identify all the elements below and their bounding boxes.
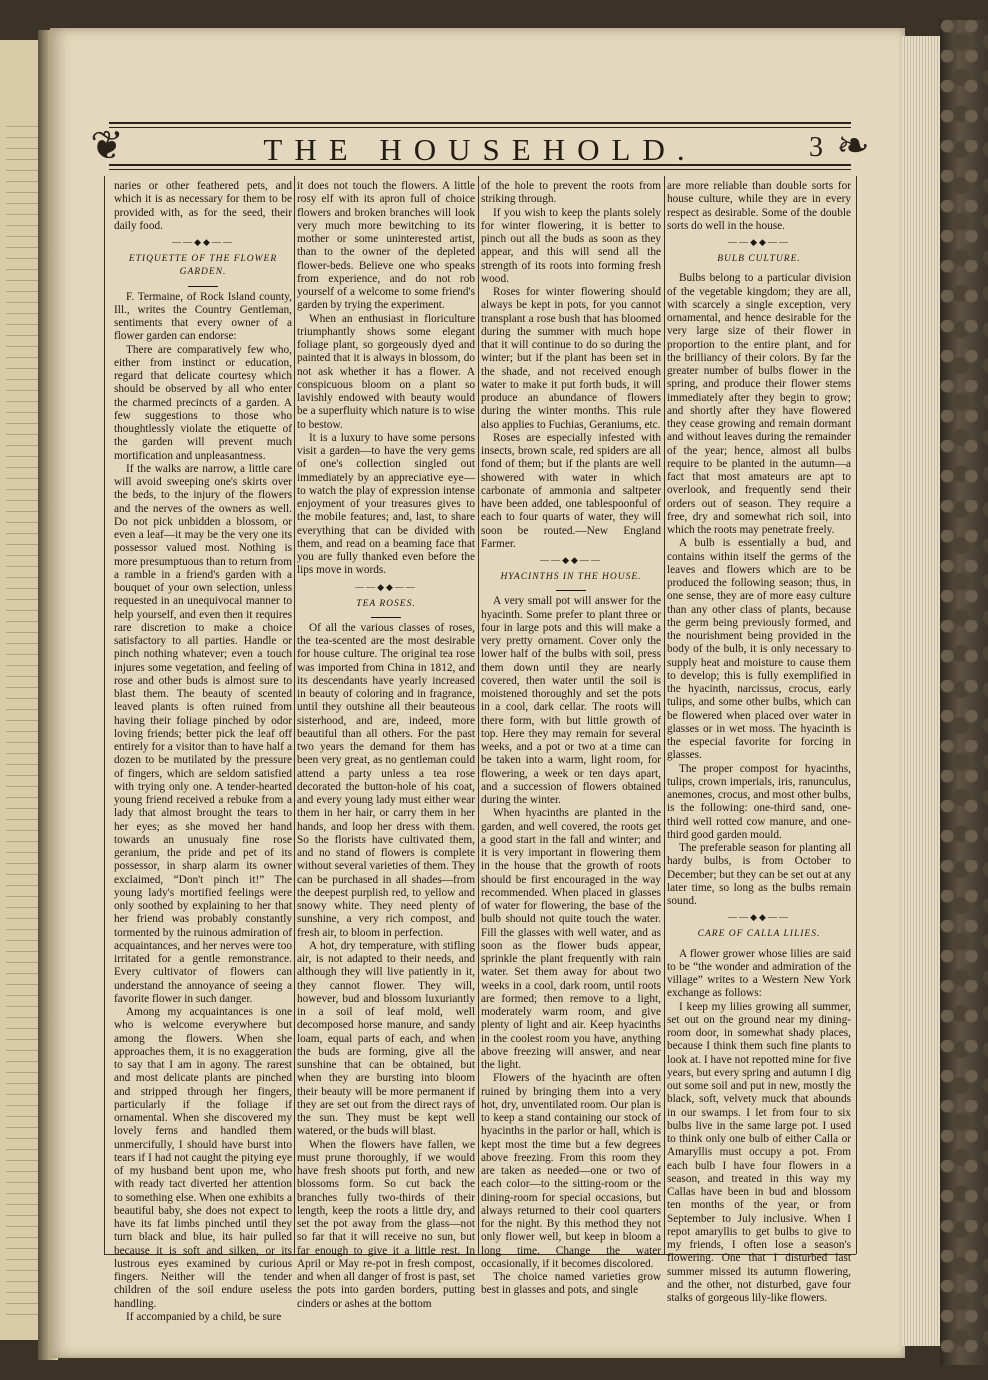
paragraph: If accompanied by a child, be sure [126,1310,282,1323]
marbled-binding [940,20,988,1365]
paragraph: I keep my lilies growing all summer, set out on the ground near my dining-room door, in somewhat shady places, because I think them such fine plants to look at. I have not repotted mine for five years, but every spring and autumn I dig out some soil and put in new, mostly the black, soft, velvety muck that abounds in our swamps. I let from four to six bulbs live in the same large pot. I used to think only one bulb of either Calla or Amaryllis must occupy a pot. From each bulb I have four flowers in a season, and treated in this way my Callas have been in bud and blossom ten months of the year, or from September to July inclusive. When I repot amaryllis to get bulbs to give to my friends, I often lose a season's flowering. One that I disturbed last summer missed its autumn flowering, and the other, not disturbed, gave four stalks of gorgeous lily-like flowers. [667,1000,851,1304]
article-heading: ETIQUETTE OF THE FLOWER GARDEN. [128,254,278,278]
column-1 [114,180,292,1323]
paragraph: The choice named varieties grow best in glasses and pots, and single [481,1271,661,1297]
left-scroll-ornament-icon: ❦ [90,123,124,168]
section-divider: ——◆◆—— [728,237,790,247]
heading-rule [371,617,401,618]
paragraph: Roses for winter flowering should always be kept in pots, for you cannot transplant a rose bush that has bloomed during the summer with much hope that it will continue to do so during the winter; but if the plant has been set in the shade, and not received enough water to make it put forth buds, it will produce an abundance of flowers during the winter months. This rule also applies to Fuchias, Geraniums, etc. [481,286,661,431]
paragraph: of the hole to prevent the roots from striking through. [481,180,661,206]
section-divider: ——◆◆—— [540,555,602,565]
paragraph: If you wish to keep the plants solely for winter flowering, it is better to pinch out all the buds as soon as they appear, and this will send all the strength of its roots into forming fresh wood. [481,206,661,285]
article-heading: HYACINTHS IN THE HOUSE. [500,572,642,582]
paragraph: When hyacinths are planted in the garden, and well covered, the roots get a good start in the fall and winter; and it is very important in flowering them in the house that the growth of roots should be first encouraged in the way recommended. When placed in glasses of water for flowering, the base of the bulb should not quite touch the water. Fill the glasses with well water, and as soon as the flower buds appear, sprinkle the plant frequently with rain water. Set them away for about two weeks in a cool, dark room, until roots are formed; then remove to a light, moderately warm room, and give plenty of light and air. Keep hyacinths in the coolest room you have, anything above freezing will answer, and near the light. [481,807,661,1071]
section-divider: ——◆◆—— [355,581,417,592]
paragraph: The proper compost for hyacinths, tulips, crown imperials, iris, ranunculus, anemones, crocus, and most other bulbs, is the following: one-third sand, one-third well rotted cow manure, and one-third good garden mould. [667,762,851,841]
paragraph: are more reliable than double sorts for house culture, while they are in every respect as desirable. Some of the double sorts do well in the house. [667,180,851,232]
paragraph: A very small pot will answer for the hyacinth. Some prefer to plant three or four in large pots and this will make a very pretty ornament. Cover only the lower half of the bulbs with soil, press them down until they are nearly covered, then water until the soil is moistened thoroughly and set the pots in a cool, dark cellar. The roots will there form, with but little growth of top. Here they may remain for several weeks, and a pot or two at a time can be taken into a warm, light room, for flowering, a week or ten days apart, and a succession of flowers obtained during the winter. [481,595,661,806]
column-4 [667,180,851,1304]
column-rule-2 [478,176,479,1254]
page-edges [902,36,942,1346]
paragraph: When the flowers have fallen, we must prune thoroughly, if we would have fresh shoots put forth, and new blossoms form. So cut back the branches fully two-thirds of their length, keep the roots a little dry, and set the pot away from the glass—not so far that it will receive no sun, but far enough to give it a little rest. In April or May re-pot in fresh compost, and when all danger of frost is past, set the pots into garden borders, putting cinders or ashes at the bottom [297,1138,475,1310]
paragraph: It is a luxury to have some persons visit a garden—to have the very gems of one's collection singled out immediately by an appreciative eye—to watch the play of expression intense enjoyment of your treasures gives to the mobile features; and, last, to share everything that can be divided with them, and read on a beaming face that you are fully thanked even before the lips move in words. [297,431,475,577]
paragraph: There are comparatively few who, either from instinct or education, regard that delicate courtesy which should be observed by all who enter the charmed precincts of a garden. A few suggestions to those who thoughtlessly violate the etiquette of the garden will prevent much mortification and unpleasantness. [114,343,292,462]
paragraph: The preferable season for planting all hardy bulbs, is from October to December; but they can be set out at any later time, so long as the bulbs remain sound. [667,842,851,907]
column-3 [481,180,661,1297]
paragraph: If the walks are narrow, a little care will avoid sweeping one's skirts over the beds, to the injury of the flowers and the nerves of the owners as well. Do not pick unbidden a blossom, or even a leaf—it may be the very one its possessor valued most. Nothing is more presumptuous than to return from a ramble in a friend's garden with a bouquet of your own selection, unless requested in an unequivocal manner to help yourself, and even then it requires rare discretion to make a choice satisfactory to all parties. Handle or pinch nothing whatever; even a touch injures some vegetation, and feeling of rose and other buds is almost sure to blast them. The beauty of scented leaved plants is often ruined from having their foliage pinched by odor loving friends; better pick the leaf off entirely for a visitor than to have half a dozen to be mutilated by the pressure of fingers, which are seldom satisfied with trying only one. A tender-hearted young friend received a rebuke from a lady that almost brought the tears to her eyes; as she moved her hand towards an unusualy fine rose geranium, the pride and pet of its possessor, in sharp alarm its owner exclaimed, “Don't pinch it!” The young lady's mortified feelings were only soothed by explaining to her that her friend was probably constantly tormented by the ruinous admiration of acquaintances, and her nerves were too irritated for a gentle remonstrance. Every cultivator of flowers can understand the annoyance of seeing a favorite flower in such danger. [114,462,292,1005]
column-rule-3 [664,176,665,1254]
paragraph: Among my acquaintances is one who is welcome everywhere but among the flowers. When she approaches them, it is no exaggeration to say that I am in agony. The rarest and most delicate plants are pinched and stripped through her fingers, particularly if the foliage if ornamental. When she discovered my lovely ferns and handled them unmercifully, I should have burst into tears if I had not caught the pitying eye of my husband bent upon me, who with ready tact diverted her attention to something else. When one exhibits a beautiful baby, she does not expect to have its fat limbs pinched until they turn black and blue, its hair pulled because it is soft and silken, or its lustrous eyes examined by curious fingers. Neither will the tender children of the soil endure useless handling. [114,1006,292,1310]
paragraph: Of all the various classes of roses, the tea-scented are the most desirable for house culture. The original tea rose was imported from China in 1812, and its descendants have yearly increased in beauty of coloring and in fragrance, until they outshine all their beauteous sisterhood, and are, indeed, more beautiful than all others. For the past two years the demand for them has been very great, as no gentleman could attend a party unless a tea rose decorated the button-hole of his coat, and every young lady must either wear them in her hair, or carry them in her hands, and loop her dress with them. So the florists have cultivated them, and no stand of flowers is complete without several varieties of them. They can be purchased in all shades—from the deepest purplish red, to yellow and snowy white. They need plenty of sunshine, a very rich compost, and fresh air, to bloom in perfection. [297,621,475,939]
article-heading: BULB CULTURE. [717,254,801,264]
paragraph: When an enthusiast in floriculture triumphantly shows some elegant foliage plant, so gorgeously dyed and painted that it is always in blossom, do not ask whether it has a flower. A conspicuous bloom on a plant so lavishly endowed with beauty would be a superfluity which nature is to wise to bestow. [297,312,475,431]
section-divider: ——◆◆—— [172,237,234,247]
article-heading: TEA ROSES. [356,598,416,609]
paragraph: A bulb is essentially a bud, and contains within itself the germs of the leaves and flowers which are to be produced the following season; thus, in one sense, they are of more easy culture than any other class of plants, because the germ being previously formed, and the nourishment being provided in the body of the bulb, it is only necessary to supply heat and moisture to cause them to develop; this is fully exemplified in the hyacinth, narcissus, crocus, early tulips, and some other bulbs, which can be flowered when placed over water in glasses or in wet moss. The hyacinth is the especial favorite for forcing in glasses. [667,537,851,762]
masthead [85,120,875,172]
column-2 [297,180,475,1310]
article-heading: CARE OF CALLA LILIES. [697,929,821,940]
masthead-top-rule [109,122,851,128]
paragraph: Bulbs belong to a particular division of the vegetable kingdom; they are all, with scarcely a single exception, very ornamental, and hence desirable for the very large size of their flower in proportion to the entire plant, and for the brilliancy of their colors. By far the greater number of bulbs flower in the spring, and produce their flower stems immediately after they begin to grow; and shortly after they have flowered they cease growing and remain dormant and without leaves during the remainder of the year; hence, almost all bulbs require to be planted in the autumn—a fact that most amateurs are apt to overlook, and frequently send their orders out of season. They require a free, dry and somewhat rich soil, into which the roots may penetrate freely. [667,272,851,536]
section-divider: ——◆◆—— [728,912,790,923]
publication-title: THE HOUSEHOLD. [263,132,697,167]
paragraph: Flowers of the hyacinth are often ruined by bringing them into a very hot, dry, unventilated room. Our plan is to keep a stand containing our stock of hyacinths in the parlor or hall, which is kept most the time but a few degrees above freezing. From this room they are taken as needed—one or two of each color—to the sitting-room or the dining-room for special occasions, but always returned to their cool quarters for the night. By this method they not only flower well, but keep in bloom a long time. Change the water occasionally, if it becomes discolored. [481,1072,661,1270]
page-number: 3 [809,132,823,163]
paragraph: naries or other feathered pets, and which it is as necessary for them to be provided with, as for the seed, their daily food. [114,180,292,232]
column-rule-left [104,176,105,1254]
heading-rule [556,590,586,591]
paragraph: Roses are especially infested with insects, brown scale, red spiders are all fond of them; but if the plants are well showered with water in which carbonate of ammonia and saltpeter have been added, one tablespoonful of each to four quarts of water, they will soon be routed.—New England Farmer. [481,431,661,550]
column-rule-1 [294,176,295,1254]
paragraph: A hot, dry temperature, with stifling air, is not adapted to their needs, and although they will live patiently in it, they cannot flower. They will, however, bud and blossom luxuriantly in a soil of leaf mold, well decomposed horse manure, and sandy loam, equal parts of each, and when the buds are forming, give all the sunshine that can be obtained, but when they are bursting into bloom their beauty will be more permanent if they are set out from the direct rays of the sun. They must be kept well watered, or the buds will blast. [297,939,475,1138]
right-scroll-ornament-icon: ❧ [836,123,870,168]
heading-rule [188,286,218,287]
column-rule-right [856,176,857,1254]
paragraph: F. Termaine, of Rock Island county, Ill., writes the Country Gentleman, sentiments that every owner of a flower garden can endorse: [114,290,292,343]
paragraph: A flower grower whose lilies are said to be “the wonder and admiration of the village” writes to a Western New York exchange as follows: [667,947,851,1000]
paragraph: it does not touch the flowers. A little rosy elf with its apron full of choice flowers and broken branches will look very much more bewitching to its mother or some uninterested artist, than to the owner of the depleted flower-beds. Believe one who speaks from experience, and do not rob yourself of a welcome to some friend's garden by trying the experiment. [297,180,475,312]
